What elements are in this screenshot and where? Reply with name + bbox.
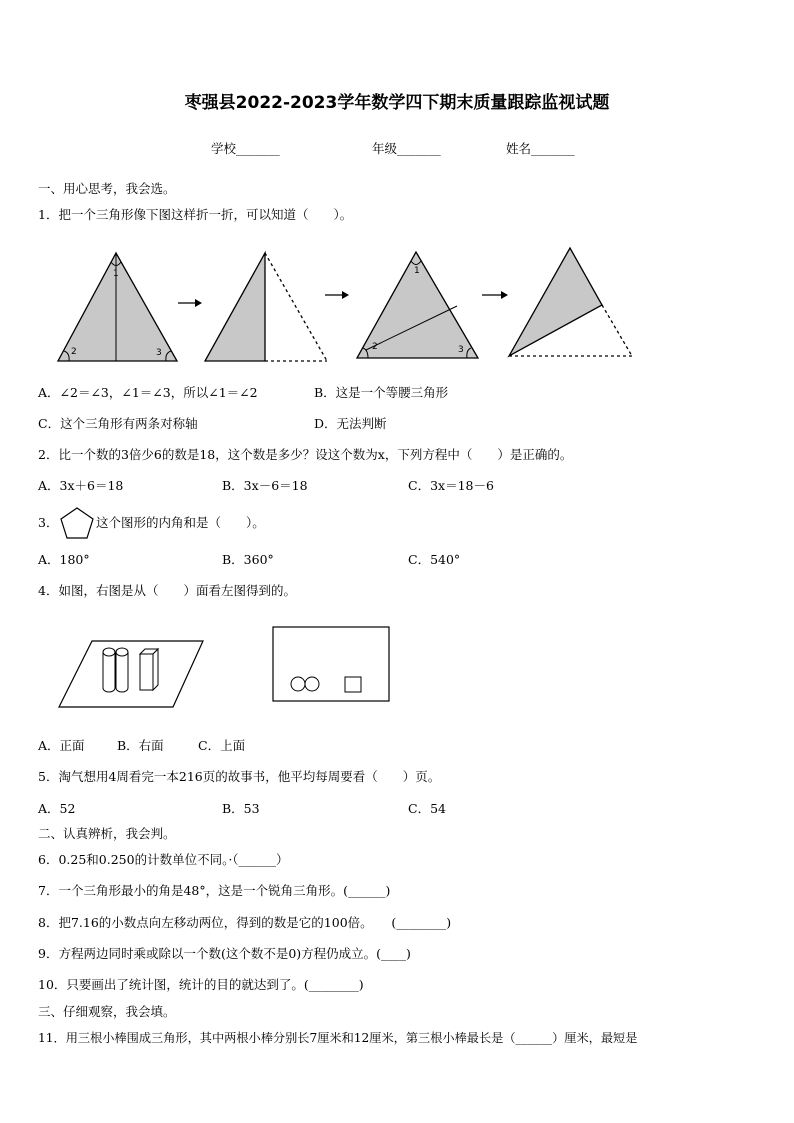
q3-option-c: C．540° (408, 552, 461, 567)
q4-option-a: A．正面 (38, 738, 85, 753)
section-heading-2: 二、认真辨析，我会判。 (38, 826, 176, 841)
q1-option-c: C．这个三角形有两条对称轴 (38, 416, 198, 431)
q2-option-b: B．3x－6＝18 (222, 478, 308, 493)
question-1: 1．把一个三角形像下图这样折一折，可以知道（ ）。 (38, 207, 353, 222)
q1-option-a: A．∠2＝∠3，∠1＝∠3，所以∠1＝∠2 (38, 385, 258, 400)
grade-field: 年级_______ (372, 141, 441, 156)
angle-label-1: 1 (113, 269, 119, 279)
question-11: 11．用三根小棒围成三角形，其中两根小棒分别长7厘米和12厘米，第三根小棒最长是（______）厘米，最短是 (38, 1031, 638, 1045)
q5-option-c: C．54 (408, 801, 446, 816)
question-9: 9．方程两边同时乘或除以一个数(这个数不是0)方程仍成立。(____) (38, 946, 411, 961)
q4-option-b: B．右面 (117, 738, 164, 753)
angle-label-2: 2 (71, 347, 77, 357)
angle-label-3b: 3 (458, 345, 464, 355)
q1-option-b: B．这是一个等腰三角形 (314, 385, 449, 400)
question-3: 这个图形的内角和是（ ）。 (96, 515, 265, 530)
question-6: 6．0.25和0.250的计数单位不同。·（______） (38, 852, 289, 867)
pentagon-icon (59, 506, 95, 540)
angle-label-3: 3 (156, 348, 162, 358)
name-field: 姓名_______ (506, 141, 575, 156)
question-3-number: 3． (38, 515, 59, 530)
page-title: 枣强县2022-2023学年数学四下期末质量跟踪监视试题 (184, 93, 610, 113)
q4-solids-figure (55, 630, 215, 712)
question-4: 4．如图，右图是从（ ）面看左图得到的。 (38, 583, 296, 598)
q2-option-c: C．3x＝18－6 (408, 478, 494, 493)
question-2: 2．比一个数的3倍少6的数是18，这个数是多少？设这个数为x，下列方程中（ ）是正确的。 (38, 447, 573, 462)
q5-option-a: A．52 (38, 801, 76, 816)
question-8: 8．把7.16的小数点向左移动两位，得到的数是它的100倍。 (________) (38, 915, 452, 930)
question-10: 10．只要画出了统计图，统计的目的就达到了。(________) (38, 977, 364, 992)
q4-option-c: C．上面 (198, 738, 246, 753)
q3-option-b: B．360° (222, 552, 274, 567)
angle-label-2b: 2 (372, 342, 378, 352)
section-heading-3: 三、仔细观察，我会填。 (38, 1004, 176, 1019)
question-5: 5．淘气想用4周看完一本216页的故事书，他平均每周要看（ ）页。 (38, 769, 441, 784)
question-7: 7．一个三角形最小的角是48°，这是一个锐角三角形。(______) (38, 883, 391, 898)
q3-option-a: A．180° (38, 552, 90, 567)
q1-folding-figure (50, 245, 650, 370)
q5-option-b: B．53 (222, 801, 260, 816)
school-field: 学校_______ (211, 141, 280, 156)
section-heading-1: 一、用心思考，我会选。 (38, 181, 176, 196)
angle-label-1b: 1 (414, 266, 420, 276)
q4-view-figure (272, 626, 392, 704)
q2-option-a: A．3x＋6＝18 (38, 478, 124, 493)
q1-option-d: D．无法判断 (314, 416, 387, 431)
